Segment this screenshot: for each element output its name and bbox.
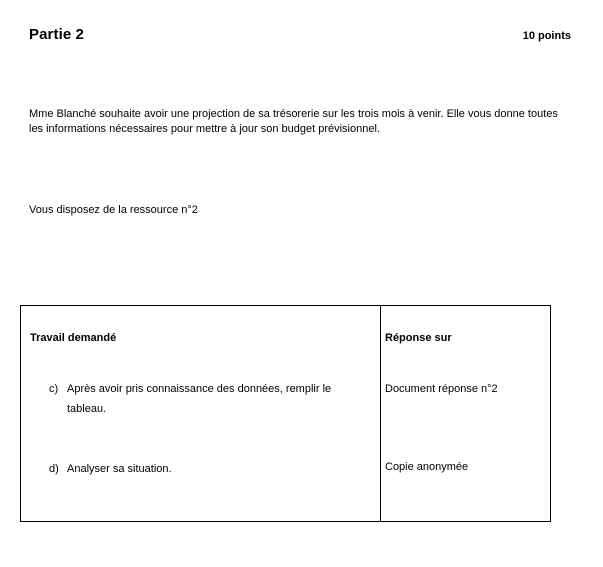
points-label: 10 points	[522, 30, 571, 42]
task-text: Après avoir pris connaissance des données, remplir le tableau.	[67, 383, 332, 415]
answer-d: Copie anonymée	[385, 461, 469, 473]
task-letter: d)	[49, 463, 59, 475]
column-divider	[380, 306, 381, 521]
header-work-requested: Travail demandé	[30, 332, 117, 344]
header-answer-on: Réponse sur	[385, 332, 452, 344]
task-table	[20, 305, 551, 522]
task-letter: c)	[49, 383, 59, 395]
task-text: Analyser sa situation.	[67, 463, 172, 475]
task-item-d	[49, 459, 349, 479]
page-title: Partie 2	[29, 26, 84, 43]
resource-line: Vous disposez de la ressource n°2	[29, 204, 198, 216]
task-item-c	[49, 379, 349, 419]
answer-c: Document réponse n°2	[385, 383, 498, 395]
intro-paragraph: Mme Blanché souhaite avoir une projection de sa trésorerie sur les trois mois à venir. Elle vous donne toutes les informations nécessaires pour mettre à jour son budget prévisionnel.	[29, 108, 558, 135]
